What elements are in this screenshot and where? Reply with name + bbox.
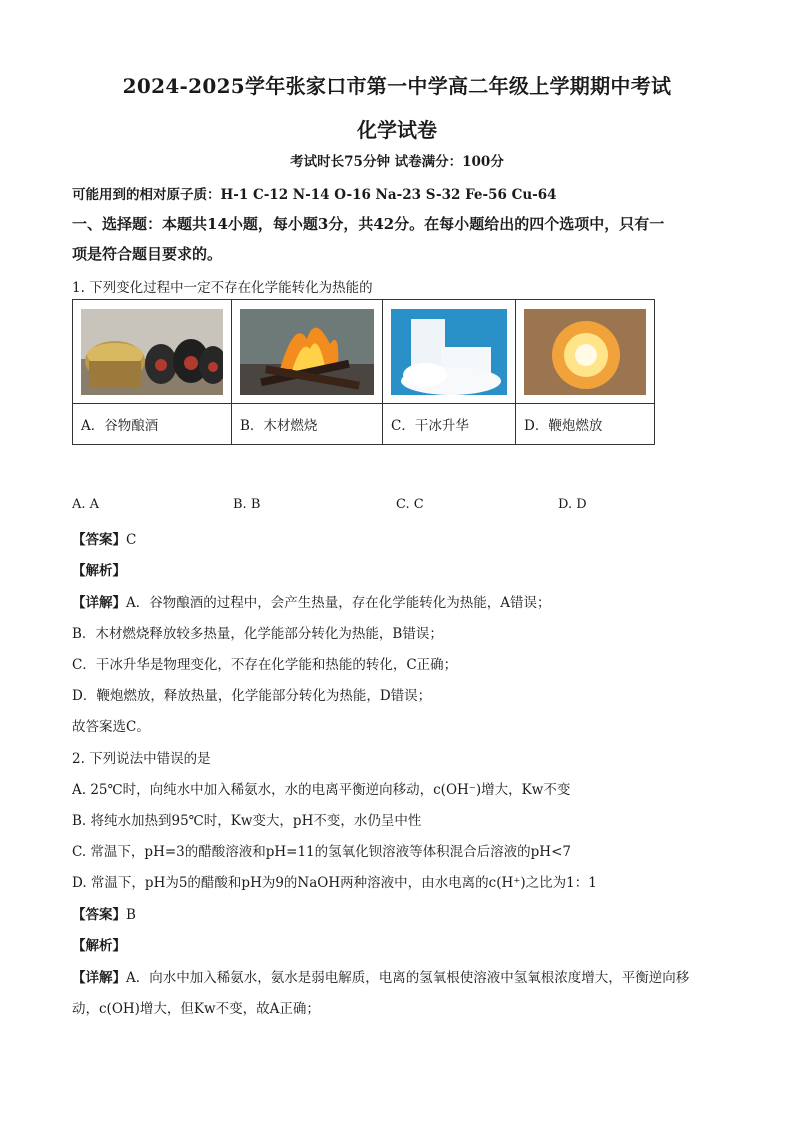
option-b-caption: B．木材燃烧 [232,404,383,445]
detail-text: A．谷物酿酒的过程中，会产生热量，存在化学能转化为热能，A错误； [126,595,551,611]
dry-ice-photo [391,309,507,395]
exam-info: 考试时长75分钟 试卷满分：100分 [290,154,504,170]
q2-analysis-label: 【解析】 [72,938,126,954]
option-b-image-cell [232,300,383,404]
q1-detail-line3: C．干冰升华是物理变化，不存在化学能和热能的转化，C正确； [72,657,458,673]
choice-b: B. B [233,497,261,512]
q2-option-c: C. 常温下，pH=3的醋酸溶液和pH=11的氢氧化钡溶液等体积混合后溶液的pH<7 [72,844,571,860]
q1-answer [72,528,724,548]
exam-title: 2024-2025学年张家口市第一中学高二年级上学期期中考试 [122,74,672,98]
firecracker-explosion-photo [524,309,646,395]
q1-detail-line2: B．木材燃烧释放较多热量，化学能部分转化为热能，B错误； [72,626,443,642]
detail-label: 【详解】 [72,970,126,986]
answer-value: C [126,532,137,548]
detail-label: 【详解】 [72,595,126,611]
atomic-masses: 可能用到的相对原子质：H-1 C-12 N-14 O-16 Na-23 S-32 Fe-56 Cu-64 [72,187,557,203]
q1-stem: 1. 下列变化过程中一定不存在化学能转化为热能的 [72,280,373,296]
q2-detail-line1 [72,966,724,986]
choice-a: A. A [72,497,100,512]
q1-detail-line1 [72,591,724,611]
q1-detail-line5: 故答案选C。 [72,719,150,735]
q2-option-a: A. 25℃时，向纯水中加入稀氨水，水的电离平衡逆向移动，c(OH⁻)增大，Kw不变 [72,782,571,798]
section-heading-line2: 项是符合题目要求的。 [72,245,223,263]
q1-options-table [72,299,655,445]
q1-detail-line4: D．鞭炮燃放，释放热量，化学能部分转化为热能，D错误； [72,688,432,704]
option-c-image-cell [383,300,516,404]
q1-analysis-label: 【解析】 [72,563,126,579]
option-a-image-cell [73,300,232,404]
choice-c: C. C [396,497,424,512]
detail-text: A．向水中加入稀氨水，氨水是弱电解质，电离的氢氧根使溶液中氢氧根浓度增大，平衡逆向移 [126,970,690,986]
burning-wood-photo [240,309,374,395]
answer-label: 【答案】 [72,907,126,923]
q2-stem: 2. 下列说法中错误的是 [72,751,211,767]
option-d-image-cell [516,300,655,404]
choice-d: D. D [558,497,587,512]
option-d-caption: D．鞭炮燃放 [516,404,655,445]
option-a-caption: A．谷物酿酒 [73,404,232,445]
q2-option-d: D. 常温下，pH为5的醋酸和pH为9的NaOH两种溶液中，由水电离的c(H⁺)之比为1：1 [72,875,597,891]
grain-wine-photo [81,309,223,395]
q2-detail-line2: 动，c(OH)增大，但Kw不变，故A正确； [72,1001,320,1017]
answer-label: 【答案】 [72,532,126,548]
q2-answer [72,903,724,923]
q2-option-b: B. 将纯水加热到95℃时，Kw变大，pH不变，水仍呈中性 [72,813,422,829]
section-heading-line1: 一、选择题：本题共14小题，每小题3分，共42分。在每小题给出的四个选项中，只有一 [72,215,665,233]
option-c-caption: C．干冰升华 [383,404,516,445]
answer-value: B [126,907,136,923]
subject-title: 化学试卷 [357,118,437,142]
